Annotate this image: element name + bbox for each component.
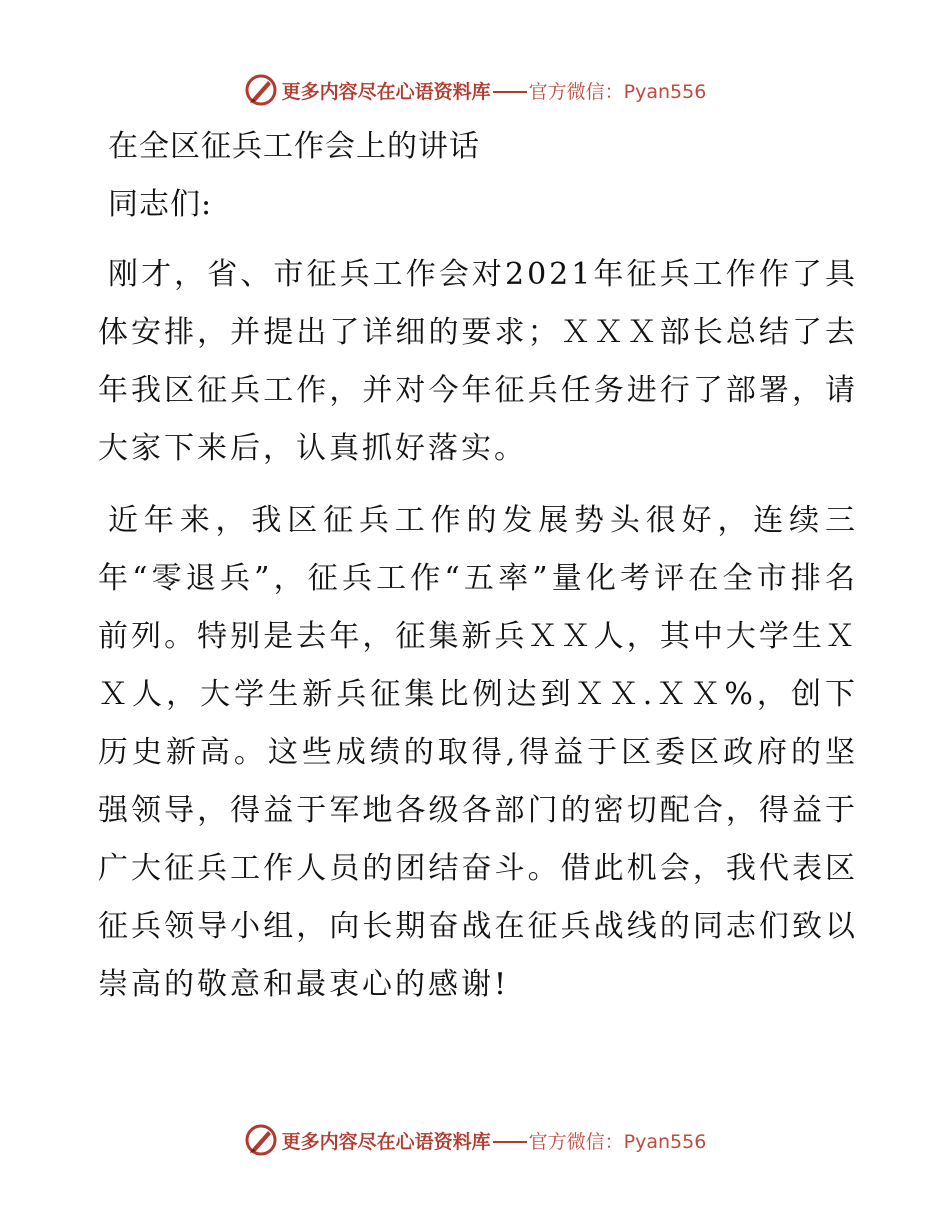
footer-watermark <box>0 1120 950 1160</box>
watermark-dash <box>493 1141 527 1143</box>
paragraph-1: 刚才，省、市征兵工作会对2021年征兵工作作了具体安排，并提出了详细的要求；ＸＸＸ部长总结了去年我区征兵工作，并对今年征兵任务进行了部署，请大家下来后，认真抓好落实。 <box>98 257 858 466</box>
pen-logo-icon <box>244 1123 278 1157</box>
pen-logo-icon <box>244 73 278 107</box>
document-body <box>98 124 858 1028</box>
watermark-tail-text: 官方微信：Pyan556 <box>528 1130 707 1153</box>
header-watermark <box>0 70 950 110</box>
watermark-main-text: 更多内容尽在心语资料库 <box>281 80 491 103</box>
watermark-tail-text: 官方微信：Pyan556 <box>528 80 707 103</box>
watermark-dash <box>493 91 527 93</box>
watermark-main-text: 更多内容尽在心语资料库 <box>281 1130 491 1153</box>
document-title: 在全区征兵工作会上的讲话 <box>108 129 480 164</box>
greeting: 同志们: <box>108 187 213 222</box>
paragraph-2: 近年来，我区征兵工作的发展势头很好，连续三年“零退兵”，征兵工作“五率”量化考评在全市排名前列。特别是去年，征集新兵ＸＸ人，其中大学生ＸＸ人，大学生新兵征集比例达到ＸＸ.ＸＸ%，创下历史新高。这些成绩的取得,得益于区委区政府的坚强领导，得益于军地各级各部门的密切配合，得益于广大征兵工作人员的团结奋斗。借此机会，我代表区征兵领导小组，向长期奋战在征兵战线的同志们致以崇高的敬意和最衷心的感谢! <box>98 503 858 1002</box>
